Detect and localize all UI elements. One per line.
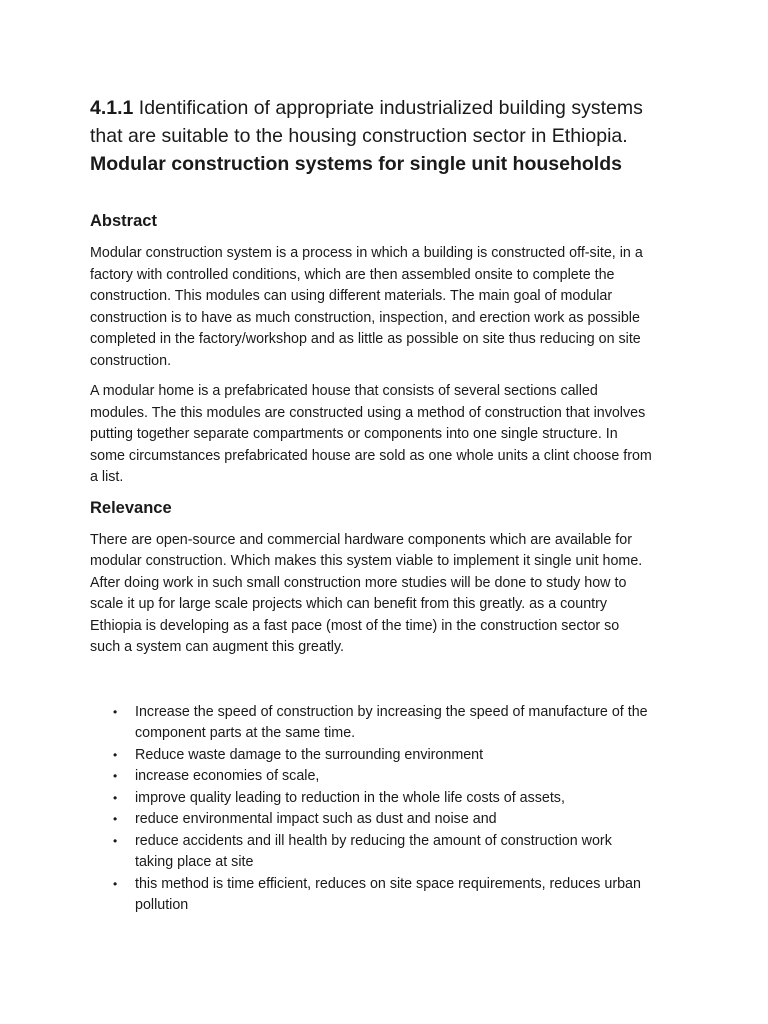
list-item: [90, 831, 686, 874]
text-line: modules. The this modules are constructed using a method of construction that involves: [90, 404, 646, 421]
text-line: Reduce waste damage to the surrounding environment: [135, 746, 484, 763]
bullet-icon: •: [113, 790, 118, 805]
section-title-line1: Identification of appropriate industrialized building systems: [138, 97, 643, 119]
document-page: [90, 94, 686, 917]
text-line: construction is to have as much construction, inspection, and erection work as possible: [90, 309, 640, 326]
section-heading-line1: [90, 94, 686, 122]
list-item: [90, 766, 686, 788]
text-line: Modular construction system is a process in which a building is constructed off-site, in a: [90, 245, 643, 261]
abstract-paragraph-2: [90, 381, 686, 489]
text-line: Ethiopia is developing as a fast pace (most of the time) in the construction sector so: [90, 617, 620, 634]
text-line: improve quality leading to reduction in the whole life costs of assets,: [135, 789, 565, 806]
benefits-list: [90, 702, 686, 917]
text-line: reduce accidents and ill health by reducing the amount of construction work: [135, 832, 612, 849]
text-line: putting together separate compartments or components into one single structure. In: [90, 426, 618, 442]
section-number: 4.1.1: [90, 97, 134, 119]
bullet-icon: •: [113, 747, 118, 762]
relevance-paragraph: [90, 530, 686, 659]
bullet-icon: •: [113, 769, 118, 783]
text-line: component parts at the same time.: [135, 725, 356, 741]
list-item: [90, 788, 686, 810]
abstract-paragraph-1: [90, 243, 686, 372]
bullet-icon: •: [113, 876, 118, 891]
text-line: modular construction. Which makes this system viable to implement it single unit home.: [90, 553, 643, 569]
text-line: There are open-source and commercial hardware components which are available for: [90, 531, 632, 548]
text-line: factory with controlled conditions, which are then assembled onsite to complete the: [90, 266, 615, 283]
list-item: [90, 702, 686, 745]
text-line: some circumstances prefabricated house are sold as one whole units a clint choose from: [90, 447, 652, 464]
text-line: a list.: [90, 469, 124, 485]
text-line: Increase the speed of construction by increasing the speed of manufacture of the: [135, 703, 648, 720]
list-item: [90, 745, 686, 767]
text-line: After doing work in such small construction more studies will be done to study how to: [90, 574, 627, 591]
text-line: construction. This modules can using different materials. The main goal of modular: [90, 288, 613, 304]
text-line: scale it up for large scale projects which can benefit from this greatly. as a country: [90, 596, 608, 612]
text-line: taking place at site: [135, 854, 254, 870]
bullet-icon: •: [113, 704, 118, 719]
text-line: pollution: [135, 897, 189, 913]
text-line: increase economies of scale,: [135, 768, 320, 784]
section-subtitle: Modular construction systems for single unit households: [90, 153, 622, 175]
bullet-icon: •: [113, 833, 118, 848]
bullet-icon: •: [113, 812, 118, 826]
section-title-line2: that are suitable to the housing construction sector in Ethiopia.: [90, 125, 628, 147]
text-line: A modular home is a prefabricated house that consists of several sections called: [90, 383, 598, 399]
text-line: construction.: [90, 352, 172, 369]
text-line: reduce environmental impact such as dust and noise and: [135, 811, 497, 827]
list-item: [90, 874, 686, 917]
list-item: [90, 809, 686, 831]
text-line: this method is time efficient, reduces on site space requirements, reduces urban: [135, 875, 641, 892]
abstract-heading: Abstract: [90, 212, 157, 230]
text-line: completed in the factory/workshop and as little as possible on site thus reducing on site: [90, 331, 641, 347]
text-line: such a system can augment this greatly.: [90, 639, 345, 655]
relevance-heading: Relevance: [90, 498, 172, 517]
